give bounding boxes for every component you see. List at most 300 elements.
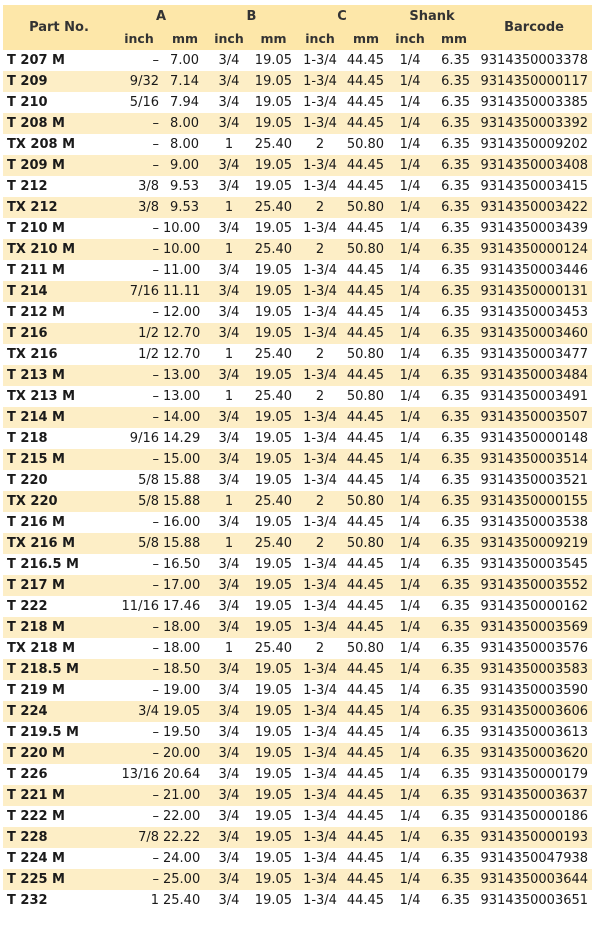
shank-inch-cell: 1/4 [399,221,421,236]
part-no-cell: T 210 M [7,221,65,236]
shank-mm-cell: 6.35 [441,704,471,719]
a-mm-cell: 19.05 [163,704,201,719]
c-mm-cell: 44.45 [346,662,385,677]
b-inch-cell: 3/4 [218,725,240,740]
c-mm-cell: 44.45 [346,809,385,824]
c-mm-cell: 44.45 [346,452,385,467]
shank-mm-cell: 6.35 [441,53,471,68]
b-mm-cell: 19.05 [254,473,293,488]
c-inch-cell: 1-3/4 [303,410,337,425]
shank-inch-cell: 1/4 [399,200,421,215]
shank-inch-cell: 1/4 [399,179,421,194]
b-inch-cell: 1 [224,200,234,215]
b-inch-cell: 3/4 [218,662,240,677]
c-inch-cell: 2 [315,641,325,656]
shank-inch-cell: 1/4 [399,830,421,845]
b-mm-cell: 19.05 [254,74,293,89]
b-inch-cell: 3/4 [218,53,240,68]
part-no-cell: T 218 [7,431,48,446]
b-inch-cell: 3/4 [218,305,240,320]
barcode-cell: 9314350000179 [480,767,589,782]
shank-mm-cell: 6.35 [441,494,471,509]
c-mm-cell: 44.45 [346,263,385,278]
c-mm-cell: 50.80 [346,200,385,215]
a-inch-cell: 3/4 [138,704,159,719]
b-inch-cell: 3/4 [218,746,240,761]
shank-inch-cell: 1/4 [399,599,421,614]
table-row [3,680,592,701]
part-no-cell: T 219.5 M [7,725,79,740]
part-no-cell: T 207 M [7,53,65,68]
a-mm-cell: 15.00 [163,452,201,467]
b-inch-cell: 3/4 [218,95,240,110]
shank-inch-cell: 1/4 [399,326,421,341]
part-no-cell: T 224 [7,704,48,719]
shank-mm-cell: 6.35 [441,116,471,131]
shank-mm-cell: 6.35 [441,410,471,425]
b-mm-cell: 19.05 [254,221,293,236]
c-mm-cell: 44.45 [346,158,385,173]
barcode-cell: 9314350000186 [480,809,589,824]
a-inch-cell: – [152,746,159,761]
barcode-cell: 9314350003477 [480,347,589,362]
c-inch-cell: 1-3/4 [303,431,337,446]
part-no-cell: T 220 M [7,746,65,761]
c-mm-cell: 44.45 [346,305,385,320]
shank-inch-cell: 1/4 [399,137,421,152]
shank-inch-cell: 1/4 [399,494,421,509]
c-inch-cell: 1-3/4 [303,515,337,530]
c-inch-cell: 1-3/4 [303,221,337,236]
c-mm-cell: 44.45 [346,704,385,719]
a-mm-cell: 10.00 [163,221,201,236]
barcode-cell: 9314350003569 [480,620,589,635]
shank-mm-cell: 6.35 [441,389,471,404]
a-inch-cell: – [152,305,159,320]
part-no-cell: T 216 M [7,515,65,530]
shank-inch-cell: 1/4 [399,95,421,110]
b-inch-cell: 3/4 [218,557,240,572]
part-no-cell: T 226 [7,767,48,782]
a-inch-cell: 7/16 [129,284,159,299]
barcode-cell: 9314350003484 [480,368,589,383]
c-mm-cell: 44.45 [346,830,385,845]
a-mm-cell: 18.00 [163,620,201,635]
table-row [3,869,592,890]
c-inch-cell: 2 [315,494,325,509]
c-inch-cell: 1-3/4 [303,452,337,467]
table-row [3,533,592,554]
barcode-cell: 9314350003415 [480,179,589,194]
b-inch-cell: 3/4 [218,284,240,299]
shank-mm-cell: 6.35 [441,893,471,908]
a-inch-cell: 5/8 [138,473,159,488]
part-no-cell: TX 210 M [7,242,76,257]
b-mm-cell: 19.05 [254,431,293,446]
header-c: C [337,8,347,24]
a-mm-cell: 10.00 [163,242,201,257]
c-inch-cell: 1-3/4 [303,95,337,110]
shank-inch-cell: 1/4 [399,347,421,362]
c-mm-cell: 44.45 [346,893,385,908]
c-inch-cell: 1-3/4 [303,620,337,635]
c-mm-cell: 44.45 [346,431,385,446]
shank-mm-cell: 6.35 [441,242,471,257]
shank-mm-cell: 6.35 [441,578,471,593]
c-inch-cell: 1-3/4 [303,683,337,698]
table-row [3,92,592,113]
c-inch-cell: 1-3/4 [303,809,337,824]
part-no-cell: T 224 M [7,851,65,866]
a-inch-cell: – [152,578,159,593]
shank-mm-cell: 6.35 [441,200,471,215]
a-mm-cell: 13.00 [163,389,201,404]
table-row [3,134,592,155]
table-row [3,260,592,281]
a-mm-cell: 12.00 [163,305,201,320]
table-row [3,155,592,176]
shank-inch-cell: 1/4 [399,851,421,866]
c-inch-cell: 1-3/4 [303,158,337,173]
shank-mm-cell: 6.35 [441,368,471,383]
barcode-cell: 9314350003583 [480,662,589,677]
b-mm-cell: 19.05 [254,284,293,299]
c-inch-cell: 1-3/4 [303,326,337,341]
shank-mm-cell: 6.35 [441,452,471,467]
a-mm-cell: 9.53 [170,179,199,194]
table-row [3,449,592,470]
b-inch-cell: 3/4 [218,515,240,530]
a-mm-cell: 16.50 [163,557,201,572]
a-mm-cell: 24.00 [163,851,201,866]
a-inch-cell: – [152,662,159,677]
table-header [3,5,592,50]
b-inch-cell: 3/4 [218,368,240,383]
barcode-cell: 9314350003651 [480,893,589,908]
shank-mm-cell: 6.35 [441,221,471,236]
shank-mm-cell: 6.35 [441,137,471,152]
a-inch-cell: 1 [150,893,159,908]
table-row [3,218,592,239]
a-inch-cell: 7/8 [138,830,159,845]
a-inch-cell: – [152,452,159,467]
a-inch-cell: 5/16 [129,95,159,110]
c-mm-cell: 44.45 [346,74,385,89]
b-mm-cell: 25.40 [254,200,293,215]
b-mm-cell: 19.05 [254,179,293,194]
b-inch-cell: 3/4 [218,599,240,614]
shank-inch-cell: 1/4 [399,410,421,425]
header-b-mm: mm [260,31,287,46]
b-mm-cell: 19.05 [254,851,293,866]
c-mm-cell: 44.45 [346,746,385,761]
b-mm-cell: 19.05 [254,368,293,383]
c-inch-cell: 1-3/4 [303,74,337,89]
table-row [3,386,592,407]
a-inch-cell: – [152,116,159,131]
a-mm-cell: 15.88 [163,536,201,551]
b-mm-cell: 25.40 [254,137,293,152]
a-mm-cell: 19.00 [163,683,201,698]
shank-mm-cell: 6.35 [441,662,471,677]
b-inch-cell: 3/4 [218,578,240,593]
table-row [3,302,592,323]
a-mm-cell: 20.00 [163,746,201,761]
c-inch-cell: 1-3/4 [303,830,337,845]
a-inch-cell: – [152,872,159,887]
b-inch-cell: 3/4 [218,452,240,467]
b-mm-cell: 19.05 [254,662,293,677]
b-mm-cell: 19.05 [254,809,293,824]
c-mm-cell: 44.45 [346,410,385,425]
table-row [3,512,592,533]
part-no-cell: TX 216 [7,347,58,362]
b-mm-cell: 19.05 [254,725,293,740]
barcode-cell: 9314350003606 [480,704,589,719]
shank-inch-cell: 1/4 [399,515,421,530]
header-shank: Shank [409,8,455,24]
b-inch-cell: 1 [224,347,234,362]
part-no-cell: T 216 [7,326,48,341]
c-inch-cell: 2 [315,242,325,257]
a-inch-cell: – [152,410,159,425]
header-barcode: Barcode [504,20,564,35]
part-no-cell: T 225 M [7,872,65,887]
table-row [3,71,592,92]
b-mm-cell: 25.40 [254,347,293,362]
a-inch-cell: – [152,809,159,824]
table-row [3,827,592,848]
part-no-cell: T 228 [7,830,48,845]
c-inch-cell: 1-3/4 [303,263,337,278]
shank-inch-cell: 1/4 [399,704,421,719]
b-mm-cell: 19.05 [254,767,293,782]
c-mm-cell: 44.45 [346,473,385,488]
c-mm-cell: 50.80 [346,137,385,152]
b-mm-cell: 25.40 [254,494,293,509]
b-mm-cell: 19.05 [254,704,293,719]
table-row [3,890,592,911]
a-mm-cell: 8.00 [170,137,199,152]
b-inch-cell: 3/4 [218,263,240,278]
barcode-cell: 9314350003507 [480,410,589,425]
b-inch-cell: 3/4 [218,179,240,194]
barcode-cell: 9314350003590 [480,683,589,698]
a-mm-cell: 11.11 [163,284,201,299]
barcode-cell: 9314350003576 [480,641,589,656]
barcode-cell: 9314350000155 [480,494,589,509]
a-inch-cell: – [152,389,159,404]
table-row [3,344,592,365]
a-mm-cell: 12.70 [163,326,201,341]
part-no-cell: T 218 M [7,620,65,635]
b-inch-cell: 3/4 [218,116,240,131]
c-mm-cell: 44.45 [346,683,385,698]
c-inch-cell: 1-3/4 [303,893,337,908]
b-mm-cell: 19.05 [254,410,293,425]
table-row [3,197,592,218]
c-inch-cell: 1-3/4 [303,704,337,719]
shank-inch-cell: 1/4 [399,788,421,803]
barcode-cell: 9314350003620 [480,746,589,761]
a-inch-cell: 11/16 [121,599,159,614]
b-mm-cell: 19.05 [254,893,293,908]
a-mm-cell: 15.88 [163,494,201,509]
shank-mm-cell: 6.35 [441,74,471,89]
a-inch-cell: – [152,221,159,236]
barcode-cell: 9314350003385 [480,95,589,110]
b-mm-cell: 19.05 [254,599,293,614]
c-mm-cell: 44.45 [346,221,385,236]
table-row [3,323,592,344]
b-mm-cell: 25.40 [254,641,293,656]
shank-inch-cell: 1/4 [399,893,421,908]
a-mm-cell: 25.00 [163,872,201,887]
c-inch-cell: 1-3/4 [303,179,337,194]
shank-inch-cell: 1/4 [399,116,421,131]
part-no-cell: TX 218 M [7,641,76,656]
c-mm-cell: 44.45 [346,725,385,740]
b-mm-cell: 19.05 [254,452,293,467]
a-mm-cell: 9.00 [170,158,199,173]
a-inch-cell: – [152,137,159,152]
a-inch-cell: 3/8 [138,179,159,194]
table-row [3,743,592,764]
shank-inch-cell: 1/4 [399,242,421,257]
shank-mm-cell: 6.35 [441,725,471,740]
header-b-inch: inch [214,31,244,46]
a-inch-cell: – [152,851,159,866]
a-inch-cell: – [152,620,159,635]
shank-mm-cell: 6.35 [441,683,471,698]
shank-inch-cell: 1/4 [399,809,421,824]
shank-mm-cell: 6.35 [441,284,471,299]
a-mm-cell: 22.22 [163,830,201,845]
table-body [3,50,592,911]
b-mm-cell: 19.05 [254,788,293,803]
part-no-cell: T 209 [7,74,48,89]
c-mm-cell: 44.45 [346,368,385,383]
barcode-cell: 9314350003521 [480,473,589,488]
b-inch-cell: 3/4 [218,872,240,887]
b-inch-cell: 1 [224,536,234,551]
shank-inch-cell: 1/4 [399,473,421,488]
table-row [3,701,592,722]
shank-inch-cell: 1/4 [399,641,421,656]
c-mm-cell: 44.45 [346,851,385,866]
shank-mm-cell: 6.35 [441,872,471,887]
a-mm-cell: 14.29 [163,431,201,446]
part-no-cell: T 214 [7,284,48,299]
b-inch-cell: 1 [224,137,234,152]
barcode-cell: 9314350003644 [480,872,589,887]
b-mm-cell: 25.40 [254,536,293,551]
b-inch-cell: 3/4 [218,851,240,866]
shank-inch-cell: 1/4 [399,557,421,572]
b-mm-cell: 19.05 [254,620,293,635]
c-mm-cell: 50.80 [346,242,385,257]
a-mm-cell: 18.00 [163,641,201,656]
b-inch-cell: 3/4 [218,704,240,719]
c-mm-cell: 44.45 [346,557,385,572]
a-inch-cell: – [152,53,159,68]
b-inch-cell: 3/4 [218,431,240,446]
table-row [3,113,592,134]
a-mm-cell: 17.46 [163,599,201,614]
part-no-cell: T 212 [7,179,48,194]
a-mm-cell: 14.00 [163,410,201,425]
c-mm-cell: 44.45 [346,95,385,110]
a-mm-cell: 20.64 [163,767,201,782]
shank-inch-cell: 1/4 [399,53,421,68]
shank-inch-cell: 1/4 [399,746,421,761]
part-no-cell: T 222 M [7,809,65,824]
b-inch-cell: 3/4 [218,158,240,173]
shank-inch-cell: 1/4 [399,305,421,320]
c-inch-cell: 1-3/4 [303,725,337,740]
c-mm-cell: 44.45 [346,578,385,593]
barcode-cell: 9314350000124 [480,242,589,257]
c-inch-cell: 1-3/4 [303,599,337,614]
shank-mm-cell: 6.35 [441,431,471,446]
shank-inch-cell: 1/4 [399,263,421,278]
part-no-cell: TX 208 M [7,137,76,152]
b-inch-cell: 3/4 [218,74,240,89]
c-inch-cell: 2 [315,347,325,362]
b-inch-cell: 3/4 [218,221,240,236]
c-inch-cell: 1-3/4 [303,578,337,593]
b-inch-cell: 3/4 [218,809,240,824]
part-no-cell: T 216.5 M [7,557,79,572]
barcode-cell: 9314350000148 [480,431,589,446]
b-inch-cell: 1 [224,389,234,404]
header-shank-mm: mm [441,31,468,46]
header-part-no: Part No. [29,20,89,35]
a-inch-cell: 1/2 [138,326,159,341]
shank-mm-cell: 6.35 [441,830,471,845]
a-mm-cell: 13.00 [163,368,201,383]
b-mm-cell: 19.05 [254,557,293,572]
table-row [3,764,592,785]
a-inch-cell: 1/2 [138,347,159,362]
b-mm-cell: 19.05 [254,515,293,530]
b-inch-cell: 3/4 [218,788,240,803]
table-row [3,554,592,575]
barcode-cell: 9314350003392 [480,116,589,131]
table-row [3,575,592,596]
a-mm-cell: 8.00 [170,116,199,131]
a-inch-cell: – [152,158,159,173]
shank-inch-cell: 1/4 [399,158,421,173]
shank-inch-cell: 1/4 [399,725,421,740]
barcode-cell: 9314350000117 [480,74,589,89]
b-mm-cell: 19.05 [254,578,293,593]
c-mm-cell: 44.45 [346,515,385,530]
c-inch-cell: 1-3/4 [303,305,337,320]
a-mm-cell: 22.00 [163,809,201,824]
a-inch-cell: – [152,368,159,383]
a-mm-cell: 25.40 [163,893,201,908]
part-no-cell: T 222 [7,599,48,614]
a-inch-cell: – [152,788,159,803]
c-inch-cell: 1-3/4 [303,662,337,677]
barcode-cell: 9314350000162 [480,599,589,614]
c-inch-cell: 1-3/4 [303,116,337,131]
header-b: B [246,8,257,24]
shank-mm-cell: 6.35 [441,536,471,551]
a-mm-cell: 19.50 [163,725,201,740]
c-inch-cell: 2 [315,389,325,404]
